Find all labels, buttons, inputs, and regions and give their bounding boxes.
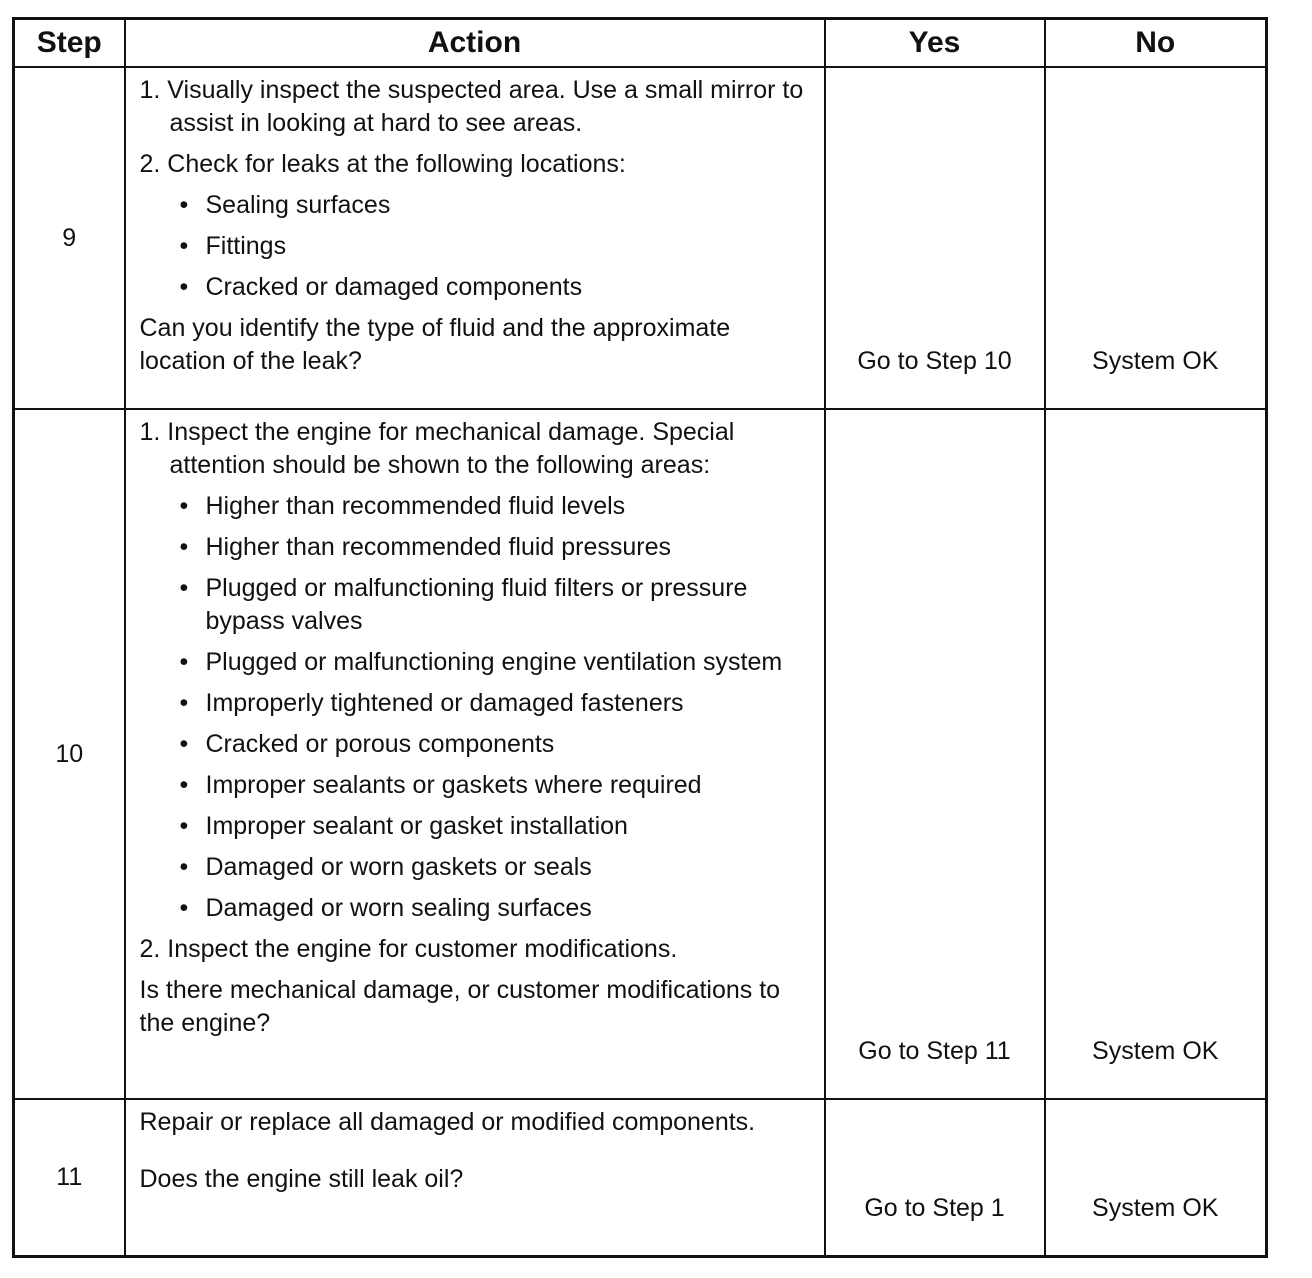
bullet-item: • Damaged or worn gaskets or seals — [179, 853, 592, 881]
bullet-item: • Higher than recommended fluid pressures — [179, 533, 672, 561]
bullet-item: • Cracked or porous components — [179, 730, 555, 758]
action-cell — [125, 409, 825, 1099]
table-row — [14, 67, 1267, 409]
table-row — [14, 409, 1267, 1099]
step-number: 11 — [14, 1099, 125, 1256]
no-result: System OK — [1045, 409, 1267, 1099]
diagnostic-table — [12, 17, 1268, 1258]
action-question: Does the engine still leak oil? — [139, 1165, 464, 1193]
bullet-item: • Plugged or malfunctioning engine ventilation system — [179, 648, 783, 676]
bullet-item: • Higher than recommended fluid levels — [179, 492, 626, 520]
bullet-item: • Damaged or worn sealing surfaces — [179, 894, 592, 922]
header-step: Step — [14, 19, 125, 68]
table-row — [14, 1099, 1267, 1256]
bullet-item: • Improper sealants or gaskets where required — [179, 771, 702, 799]
action-item: 2. Check for leaks at the following locations: — [139, 150, 626, 178]
step-number: 10 — [14, 409, 125, 1099]
bullet-item: • Cracked or damaged components — [179, 273, 583, 301]
yes-result: Go to Step 10 — [825, 67, 1045, 409]
action-item: 1. Inspect the engine for mechanical damage. Special attention should be shown to the following areas: — [139, 418, 735, 479]
header-no: No — [1045, 19, 1267, 68]
bullet-item: • Fittings — [179, 232, 287, 260]
bullet-list — [140, 490, 814, 925]
bullet-item: • Improperly tightened or damaged fasteners — [179, 689, 684, 717]
yes-result: Go to Step 1 — [825, 1099, 1045, 1256]
action-cell — [125, 1099, 825, 1256]
bullet-list — [140, 189, 814, 304]
header-yes: Yes — [825, 19, 1045, 68]
action-text: Repair or replace all damaged or modified components. — [139, 1108, 756, 1136]
yes-result: Go to Step 11 — [825, 409, 1045, 1099]
action-item: 2. Inspect the engine for customer modifications. — [139, 935, 678, 963]
header-action: Action — [125, 19, 825, 68]
no-result: System OK — [1045, 1099, 1267, 1256]
bullet-item: • Improper sealant or gasket installation — [179, 812, 628, 840]
action-question: Can you identify the type of fluid and the approximate location of the leak? — [139, 314, 731, 375]
action-item: 1. Visually inspect the suspected area. Use a small mirror to assist in looking at hard to see areas. — [139, 76, 804, 137]
step-number: 9 — [14, 67, 125, 409]
action-cell — [125, 67, 825, 409]
bullet-item: • Sealing surfaces — [179, 191, 391, 219]
bullet-item: • Plugged or malfunctioning fluid filters or pressure bypass valves — [179, 574, 748, 635]
no-result: System OK — [1045, 67, 1267, 409]
action-question: Is there mechanical damage, or customer modifications to the engine? — [139, 976, 781, 1037]
header-row — [14, 19, 1267, 68]
